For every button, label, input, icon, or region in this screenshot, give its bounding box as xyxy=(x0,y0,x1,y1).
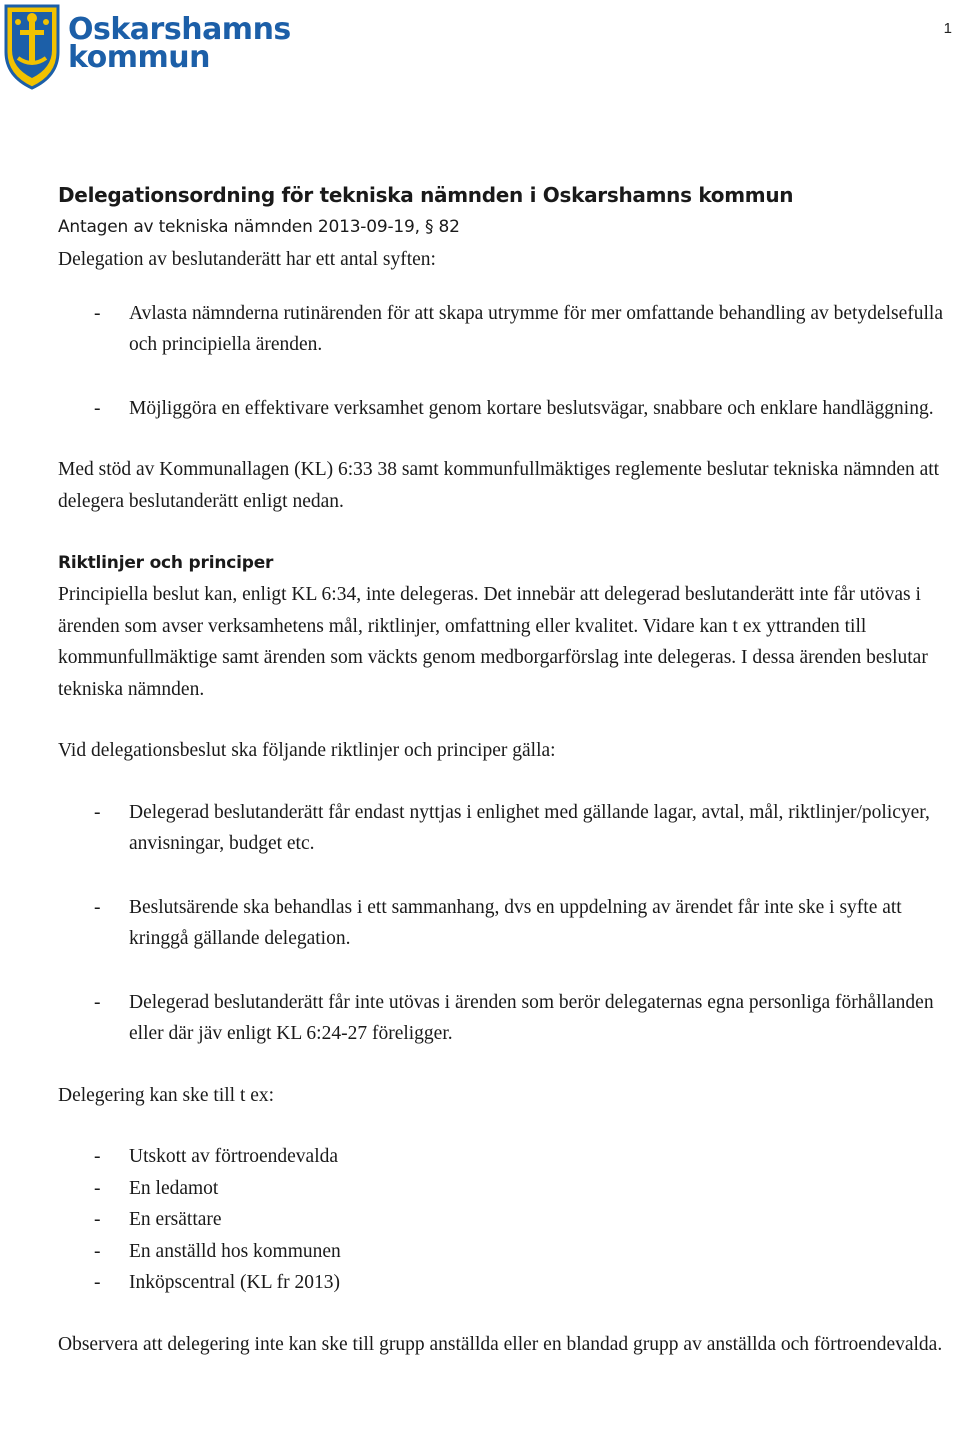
logo-line-2: kommun xyxy=(68,40,210,75)
list-item: - Utskott av förtroendevalda xyxy=(94,1146,339,1167)
list-item: - Inköpscentral (KL fr 2013) xyxy=(94,1272,340,1293)
purpose-list xyxy=(58,298,948,425)
logo-line-1: Oskarshamns xyxy=(68,12,291,47)
list-item: - En ersättare xyxy=(94,1209,222,1230)
closing-note: Observera att delegering inte kan ske till grupp anställda eller en blandad grupp av anställda och förtroendevalda. xyxy=(58,1333,943,1355)
purpose-intro: Delegation av beslutanderätt har ett antal syften: xyxy=(58,249,436,270)
section-heading: Riktlinjer och principer xyxy=(58,553,274,573)
coat-of-arms-icon xyxy=(2,2,62,90)
guidelines-list xyxy=(58,797,948,1050)
adoption-note: Antagen av tekniska nämnden 2013-09-19, § 82 xyxy=(58,217,460,237)
list-item: - Delegerad beslutanderätt får inte utövas i ärenden som berör delegaternas egna personliga förhållanden eller där jäv enligt KL 6:24-27 föreligger. xyxy=(94,991,934,1044)
delegates-list xyxy=(58,1141,948,1299)
guidelines-intro: Vid delegationsbeslut ska följande riktlinjer och principer gälla: xyxy=(58,740,556,761)
list-item: - Delegerad beslutanderätt får endast nyttjas i enlighet med gällande lagar, avtal, mål, riktlinjer/policyer, anvisningar, budget etc. xyxy=(94,801,930,854)
delegates-intro: Delegering kan ske till t ex: xyxy=(58,1084,275,1106)
page-number: 1 xyxy=(943,20,952,37)
logo-wordmark xyxy=(68,12,291,75)
document-body xyxy=(58,180,948,1360)
municipality-logo xyxy=(2,2,302,92)
list-item: - Möjliggöra en effektivare verksamhet genom kortare beslutsvägar, snabbare och enklare handläggning. xyxy=(94,397,934,419)
legal-basis-paragraph: Med stöd av Kommunallagen (KL) 6:33 38 samt kommunfullmäktiges reglemente beslutar tekniska nämnden att delegera beslutanderätt enligt nedan. xyxy=(58,459,940,512)
list-item: - Avlasta nämnderna rutinärenden för att skapa utrymme för mer omfattande behandling av betydelsefulla och principiella ärenden. xyxy=(94,302,944,355)
list-item: - En ledamot xyxy=(94,1177,219,1199)
principles-paragraph: Principiella beslut kan, enligt KL 6:34, inte delegeras. Det innebär att delegerad beslutanderätt inte får utövas i ärenden som avser verksamhetens mål, riktlinjer, omfattning eller kvalitet. Vidare kan t ex yttranden till kommunfullmäktige samt ärenden som väckts genom medborgarförslag inte delegeras. I dessa ärenden beslutar tekniska nämnden. xyxy=(58,584,928,700)
document-title: Delegationsordning för tekniska nämnden i Oskarshamns kommun xyxy=(58,183,794,207)
list-item: - En anställd hos kommunen xyxy=(94,1240,341,1262)
list-item: - Beslutsärende ska behandlas i ett sammanhang, dvs en uppdelning av ärendet får inte ske i syfte att kringgå gällande delegation. xyxy=(94,896,902,949)
